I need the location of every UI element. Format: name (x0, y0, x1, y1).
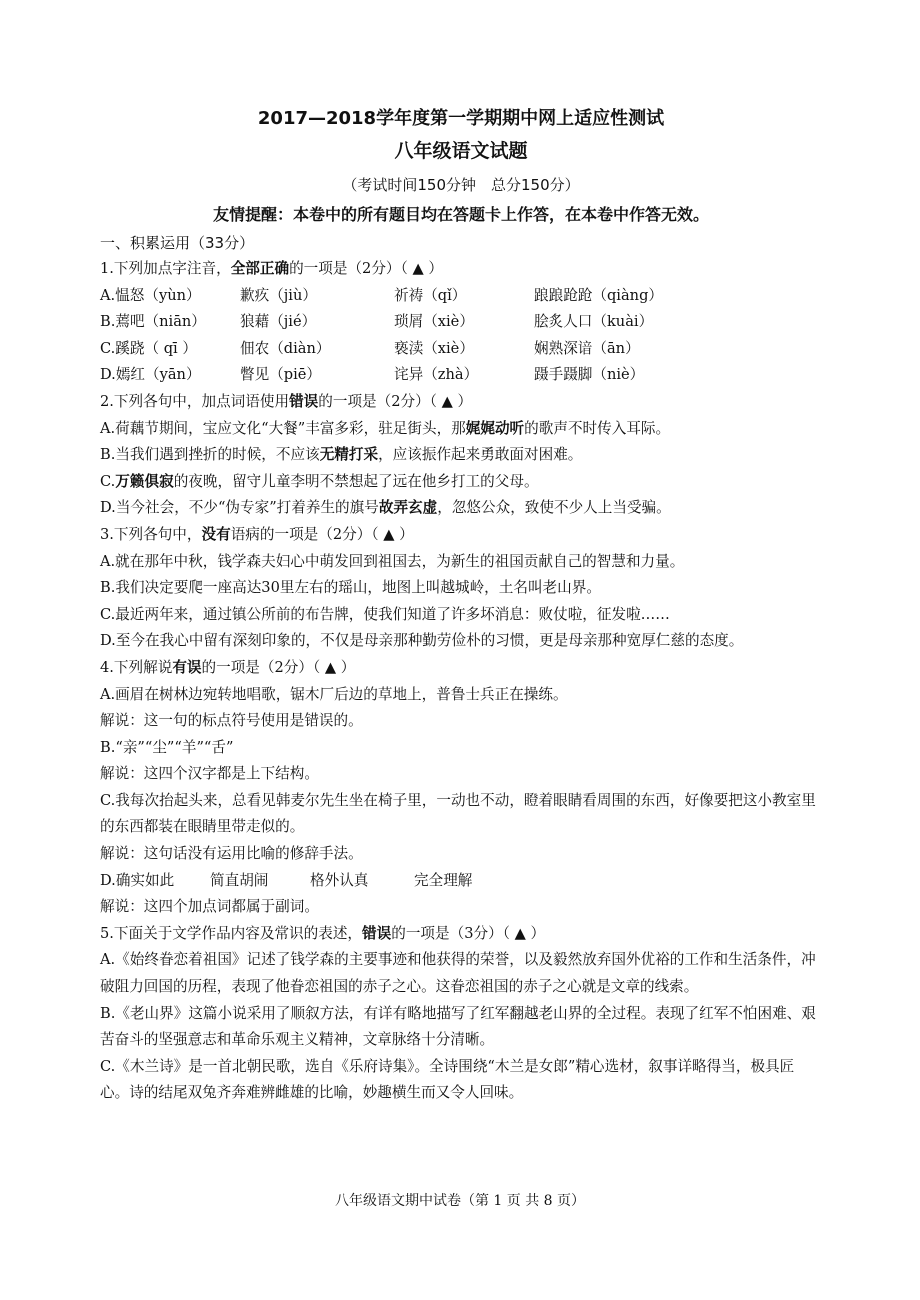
q4-explanation-a: 解说：这一句的标点符号使用是错误的。 (100, 712, 363, 730)
q2-option-d: D.当今社会，不少“伪专家”打着养生的旗号故弄玄虚，忽悠公众，致使不少人上当受骗。 (100, 499, 671, 517)
q1-option-row: C.蹊跷（ qī ） 佃农（diàn） 亵渎（xiè） 娴熟深谙（ān） (100, 339, 640, 357)
q5-option-a: A.《始终眷恋着祖国》记述了钱学森的主要事迹和他获得的荣誉，以及毅然放弃国外优裕的工作和生活条件，冲破阻力回国的历程，表现了他眷恋祖国的赤子之心。这眷恋祖国的赤子之心就是文章的线索。 (100, 951, 816, 996)
reminder: 友情提醒：本卷中的所有题目均在答题卡上作答，在本卷中作答无效。 (212, 205, 709, 224)
question-4: 4.下列解说有误的一项是（2分）（ ▲ ） (100, 658, 356, 676)
exam-page (100, 104, 822, 1107)
question-2: 2.下列各句中，加点词语使用错误的一项是（2分）（ ▲ ） (100, 392, 473, 410)
q5-option-c: C.《木兰诗》是一首北朝民歌，选自《乐府诗集》。全诗围绕“木兰是女郎”精心选材，叙事详略得当，极具匠心。诗的结尾双兔齐奔难辨雌雄的比喻，妙趣横生而又令人回味。 (100, 1057, 795, 1102)
page-footer: 八年级语文期中试卷（第 1 页 共 8 页） (334, 1193, 586, 1209)
section-heading: 一、积累运用（33分） (100, 234, 255, 252)
question-3: 3.下列各句中，没有语病的一项是（2分）（ ▲ ） (100, 525, 414, 543)
exam-title: 2017—2018学年度第一学期期中网上适应性测试 (257, 108, 665, 129)
q4-option-c: C.我每次抬起头来，总看见韩麦尔先生坐在椅子里，一动也不动，瞪着眼睛看周围的东西，好像要把这小教室里的东西都装在眼睛里带走似的。 (100, 791, 816, 836)
q1-option-row: B.蔫吧（niān） 狼藉（jié） 琐屑（xiè） 脍炙人口（kuài） (100, 313, 654, 331)
q3-option-b: B.我们决定要爬一座高达30里左右的瑶山，地图上叫越城岭，土名叫老山界。 (100, 579, 601, 597)
q3-option-d: D.至今在我心中留有深刻印象的，不仅是母亲那种勤劳俭朴的习惯，更是母亲那种宽厚仁慈的态度。 (100, 632, 744, 650)
exam-subtitle: 八年级语文试题 (394, 140, 528, 162)
q5-option-b: B.《老山界》这篇小说采用了顺叙方法，有详有略地描写了红军翻越老山界的全过程。表现了红军不怕困难、艰苦奋斗的坚强意志和革命乐观主义精神，文章脉络十分清晰。 (100, 1004, 816, 1049)
q1-option-row: A.愠怒（yùn） 歉疚（jiù） 祈祷（qǐ） 踉踉跄跄（qiàng） (100, 286, 664, 304)
exam-info: （考试时间150分钟 总分150分） (342, 176, 580, 194)
question-1: 1.下列加点字注音，全部正确的一项是（2分）（ ▲ ） (100, 260, 443, 277)
q4-explanation-b: 解说：这四个汉字都是上下结构。 (100, 765, 319, 783)
question-5: 5.下面关于文学作品内容及常识的表述，错误的一项是（3分）（ ▲ ） (100, 924, 546, 942)
q4-explanation-c: 解说：这句话没有运用比喻的修辞手法。 (100, 845, 363, 863)
q1-option-row: D.嫣红（yān） 瞥见（piē） 诧异（zhà） 蹑手蹑脚（niè） (100, 366, 645, 384)
q3-option-a: A.就在那年中秋，钱学森夫妇心中萌发回到祖国去，为新生的祖国贡献自己的智慧和力量。 (100, 552, 685, 570)
q2-option-b: B.当我们遇到挫折的时候，不应该无精打采，应该振作起来勇敢面对困难。 (100, 446, 583, 464)
q4-option-b: B.“亲”“尘”“羊”“舌” (100, 738, 234, 756)
q4-option-a: A.画眉在树林边宛转地唱歌，锯木厂后边的草地上，普鲁士兵正在操练。 (100, 685, 568, 703)
q4-explanation-d: 解说：这四个加点词都属于副词。 (100, 898, 319, 916)
q2-option-c: C.万籁俱寂的夜晚，留守儿童李明不禁想起了远在他乡打工的父母。 (100, 472, 539, 490)
q3-option-c: C.最近两年来，通过镇公所前的布告牌，使我们知道了许多坏消息：败仗啦，征发啦…… (100, 605, 670, 623)
q2-option-a: A.荷藕节期间，宝应文化“大餐”丰富多彩，驻足街头，那娓娓动听的歌声不时传入耳际。 (100, 419, 671, 437)
q4-option-d: D.确实如此 简直胡闹 格外认真 完全理解 (100, 871, 473, 889)
